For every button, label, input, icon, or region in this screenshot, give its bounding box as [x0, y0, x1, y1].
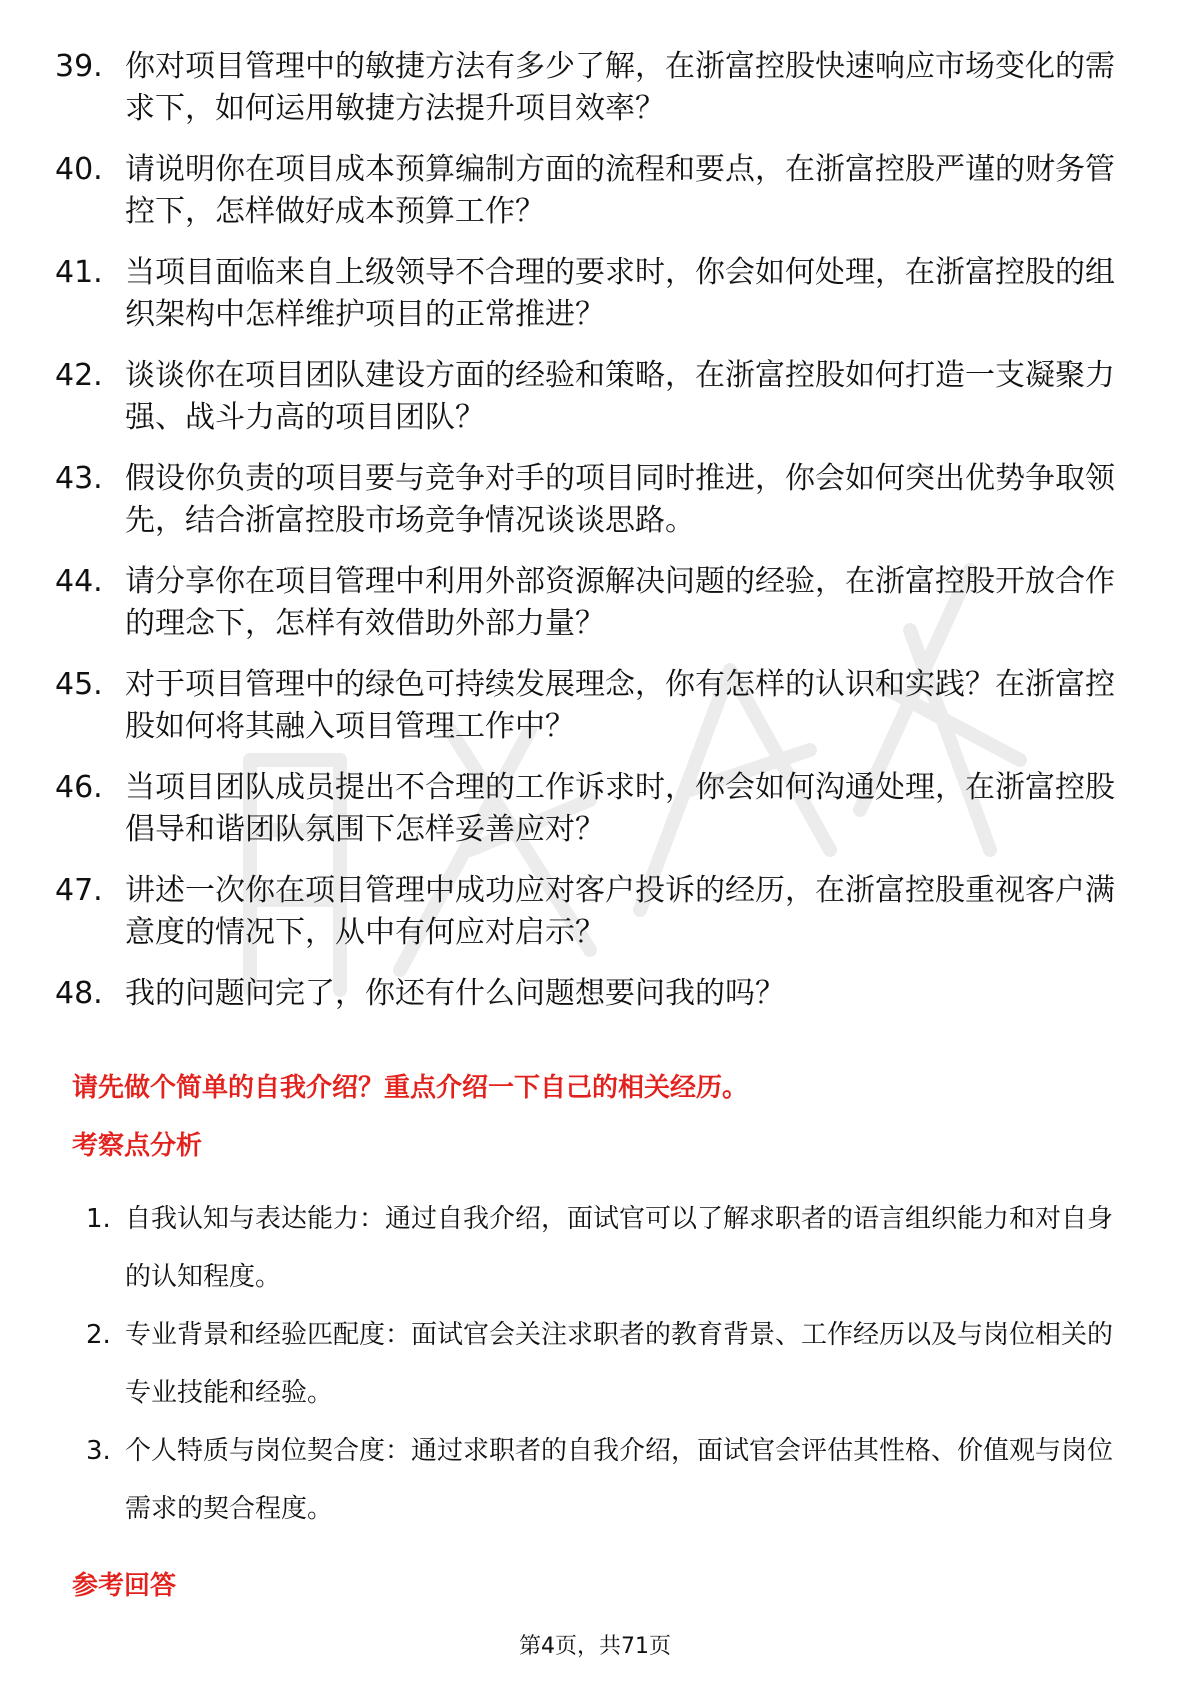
question-item — [55, 46, 1130, 130]
analysis-item — [80, 1422, 1120, 1538]
question-number: 43. — [55, 461, 103, 496]
question-item — [55, 252, 1130, 336]
analysis-number: 2. — [86, 1320, 111, 1350]
analysis-number: 3. — [86, 1436, 111, 1466]
question-item — [55, 149, 1130, 233]
question-text: 你对项目管理中的敏捷方法有多少了解，在浙富控股快速响应市场变化的需求下，如何运用敏捷方法提升项目效率？ — [125, 49, 1115, 126]
question-text: 假设你负责的项目要与竞争对手的项目同时推进，你会如何突出优势争取领先，结合浙富控股市场竞争情况谈谈思路。 — [125, 461, 1115, 538]
question-text: 我的问题问完了，你还有什么问题想要问我的吗？ — [125, 976, 785, 1011]
question-item — [55, 355, 1130, 439]
question-item — [55, 870, 1130, 954]
question-number: 39. — [55, 49, 103, 84]
question-list — [55, 46, 1130, 1034]
analysis-item — [80, 1190, 1120, 1306]
analysis-text: 自我认知与表达能力：通过自我介绍，面试官可以了解求职者的语言组织能力和对自身的认知程度。 — [125, 1204, 1114, 1292]
question-number: 48. — [55, 976, 103, 1011]
question-item — [55, 561, 1130, 645]
question-number: 47. — [55, 873, 103, 908]
analysis-text: 专业背景和经验匹配度：面试官会关注求职者的教育背景、工作经历以及与岗位相关的专业技能和经验。 — [125, 1320, 1114, 1408]
question-text: 对于项目管理中的绿色可持续发展理念，你有怎样的认识和实践？在浙富控股如何将其融入项目管理工作中？ — [125, 667, 1115, 744]
question-item — [55, 664, 1130, 748]
question-item — [55, 973, 1130, 1015]
analysis-item — [80, 1306, 1120, 1422]
question-number: 41. — [55, 255, 103, 290]
question-number: 42. — [55, 358, 103, 393]
analysis-heading: 考察点分析 — [72, 1131, 203, 1161]
question-number: 44. — [55, 564, 103, 599]
page-footer: 第4页，共71页 — [519, 1634, 671, 1659]
question-text: 请说明你在项目成本预算编制方面的流程和要点，在浙富控股严谨的财务管控下，怎样做好成本预算工作？ — [125, 152, 1115, 229]
question-text: 谈谈你在项目团队建设方面的经验和策略，在浙富控股如何打造一支凝聚力强、战斗力高的项目团队？ — [125, 358, 1115, 435]
question-text: 当项目面临来自上级领导不合理的要求时，你会如何处理，在浙富控股的组织架构中怎样维护项目的正常推进？ — [125, 255, 1115, 332]
question-item — [55, 767, 1130, 851]
analysis-text: 个人特质与岗位契合度：通过求职者的自我介绍，面试官会评估其性格、价值观与岗位需求的契合程度。 — [125, 1436, 1114, 1524]
question-text: 当项目团队成员提出不合理的工作诉求时，你会如何沟通处理，在浙富控股倡导和谐团队氛围下怎样妥善应对？ — [125, 770, 1115, 847]
question-item — [55, 458, 1130, 542]
analysis-number: 1. — [86, 1204, 111, 1234]
intro-question-heading: 请先做个简单的自我介绍？重点介绍一下自己的相关经历。 — [72, 1073, 749, 1103]
reference-answer-heading: 参考回答 — [72, 1571, 177, 1601]
question-number: 45. — [55, 667, 103, 702]
question-text: 讲述一次你在项目管理中成功应对客户投诉的经历，在浙富控股重视客户满意度的情况下，从中有何应对启示？ — [125, 873, 1115, 950]
question-text: 请分享你在项目管理中利用外部资源解决问题的经验，在浙富控股开放合作的理念下，怎样有效借助外部力量？ — [125, 564, 1115, 641]
question-number: 46. — [55, 770, 103, 805]
question-number: 40. — [55, 152, 103, 187]
analysis-list — [80, 1190, 1120, 1538]
